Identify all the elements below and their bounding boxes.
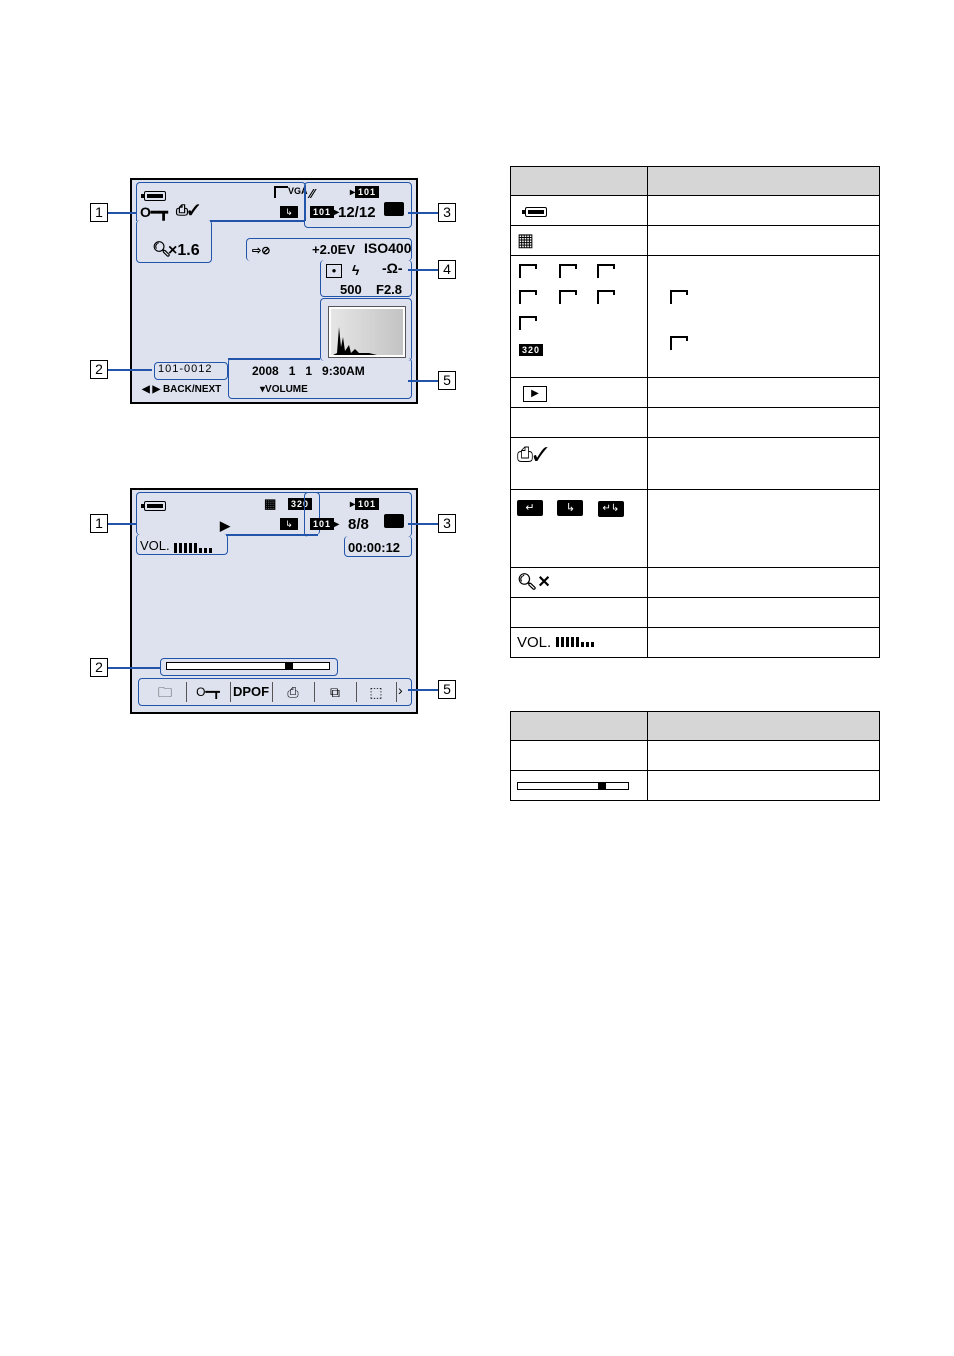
volume-label: VOLUME	[265, 384, 308, 395]
callout-2: 2	[90, 658, 108, 677]
playback-bar[interactable]	[166, 662, 330, 670]
callout-4: 4	[438, 260, 456, 279]
back-next-guide: ◀ ▶ BACK/NEXT	[142, 384, 222, 395]
menu-folder-icon[interactable]: 🗀	[144, 682, 187, 702]
play-folder-small-icon: ▸ 101	[350, 186, 379, 198]
callout-1: 1	[90, 514, 108, 533]
header-cell	[511, 167, 648, 196]
image-size-icon	[597, 290, 613, 304]
table-header-row	[511, 712, 880, 741]
menu-slideshow-icon[interactable]: ⧉	[314, 682, 357, 702]
cell	[648, 256, 880, 378]
callout-1-leader	[108, 523, 136, 525]
play-folder-icon: 101 ▸	[310, 206, 339, 218]
frame-counter: 8/8	[348, 516, 369, 533]
volume-label: VOL.	[140, 538, 170, 553]
aperture-value: F2.8	[376, 282, 403, 297]
playback-movie-screen	[130, 488, 418, 714]
play-folder-icon: 101 ▸	[310, 518, 339, 530]
folder-number: 101	[310, 518, 334, 530]
group-5-connector	[228, 358, 320, 360]
folder-change-next-icon: ↳	[557, 500, 583, 516]
cell	[511, 628, 648, 658]
table-header-row	[511, 167, 880, 196]
internal-memory-icon	[384, 514, 404, 528]
play-triangle-icon: ▶	[220, 518, 230, 533]
callout-5: 5	[438, 371, 456, 390]
icon-table-2	[510, 711, 880, 801]
internal-memory-icon	[384, 202, 404, 216]
header-cell	[648, 167, 880, 196]
movie-size-320: 320	[288, 498, 312, 510]
callout-3: 3	[438, 514, 456, 533]
cell	[511, 438, 648, 490]
image-size-icon	[597, 264, 613, 278]
callout-2-leader	[108, 667, 160, 669]
volume-bar	[556, 634, 596, 652]
group-1-outline	[136, 492, 320, 535]
volume-label: VOL.	[517, 634, 552, 652]
zoom-scale-icon: 🔍︎✕	[517, 574, 551, 591]
image-size-320: 320	[519, 344, 543, 356]
cell	[511, 256, 648, 378]
playback-bar-knob	[598, 782, 606, 790]
flash-icon: ϟ	[352, 262, 360, 278]
cell	[648, 741, 880, 771]
zoom-value: ×1.6	[168, 242, 200, 259]
movie-film-icon: ▦	[264, 496, 277, 511]
cell	[648, 408, 880, 438]
callout-5-leader	[408, 689, 438, 691]
menu-trimming-icon[interactable]: ⬚	[356, 682, 397, 702]
table-row	[511, 568, 880, 598]
cell	[511, 568, 648, 598]
table-row	[511, 226, 880, 256]
cell	[648, 771, 880, 801]
cell	[511, 378, 648, 408]
table-row	[511, 741, 880, 771]
table-row	[511, 628, 880, 658]
metering-spot-icon: ●	[326, 264, 342, 278]
cell	[511, 226, 648, 256]
callout-2-leader	[108, 369, 152, 371]
playback-icon: ▶	[523, 386, 547, 402]
callout-4-leader	[408, 269, 438, 271]
table-row	[511, 490, 880, 568]
header-cell	[511, 712, 648, 741]
cell	[511, 598, 648, 628]
print-order-icon: ⎙✓	[517, 444, 549, 466]
folder-icon-label: 101	[355, 498, 379, 510]
cell	[648, 196, 880, 226]
table-row	[511, 438, 880, 490]
image-size-icon	[670, 290, 686, 304]
print-order-icon: ⎙✓	[176, 202, 200, 219]
icon-table-1	[510, 166, 880, 658]
table-row	[511, 378, 880, 408]
movie-film-icon: ▦	[517, 230, 535, 250]
folder-change-icon: ↳	[280, 518, 298, 530]
image-size-icon	[519, 316, 535, 330]
callout-5: 5	[438, 680, 456, 699]
menu-next-arrow-icon[interactable]: ›	[398, 682, 403, 698]
cell	[648, 598, 880, 628]
playback-still-screen	[130, 178, 418, 404]
cell	[648, 226, 880, 256]
cell	[511, 408, 648, 438]
playback-time: 00:00:12	[348, 540, 401, 555]
cell	[648, 628, 880, 658]
image-size-icon	[519, 290, 535, 304]
group-1-outline	[136, 182, 306, 221]
file-number: 101-0012	[158, 363, 213, 375]
folder-change-back-icon: ↵	[517, 500, 543, 516]
folder-number: 101	[310, 206, 334, 218]
folder-change-icon: ↳	[280, 206, 298, 218]
callout-3-leader	[408, 523, 438, 525]
group-1-lower-outline	[136, 220, 212, 263]
menu-dpof[interactable]: DPOF	[230, 682, 273, 702]
protect-key-icon: O━┳	[140, 204, 168, 220]
protect-media-icon: ⁄⁄	[310, 186, 315, 201]
table-row	[511, 408, 880, 438]
menu-protect-icon[interactable]: O━┳	[186, 682, 231, 702]
image-size-icon	[559, 264, 575, 278]
callout-1-leader	[108, 212, 136, 214]
frame-counter: 12/12	[338, 204, 376, 221]
recorded-date-time: 2008 1 1 9:30AM	[252, 364, 365, 378]
vga-label: VGA	[288, 186, 308, 196]
group-1-lower-outline	[136, 534, 228, 555]
group-5-outline	[320, 298, 412, 361]
table-row	[511, 598, 880, 628]
battery-icon	[525, 207, 547, 217]
callout-3: 3	[438, 203, 456, 222]
menu-print-icon[interactable]: ⎙	[272, 682, 315, 702]
callout-2: 2	[90, 360, 108, 379]
table-row	[511, 196, 880, 226]
cell	[648, 378, 880, 408]
zoom-magnifier-icon: 🔍︎	[152, 241, 172, 258]
iso-value: ISO400	[364, 240, 412, 256]
header-cell	[648, 712, 880, 741]
cell	[648, 568, 880, 598]
cell	[511, 771, 648, 801]
image-size-icon	[519, 264, 535, 278]
white-balance-icon: -Ω-	[382, 260, 403, 276]
playback-menu-bar	[144, 682, 404, 702]
play-folder-small-icon: ▸ 101	[350, 498, 379, 510]
table-row	[511, 771, 880, 801]
callout-1: 1	[90, 203, 108, 222]
playback-bar	[517, 782, 629, 790]
callout-3-leader	[408, 212, 438, 214]
cell	[511, 741, 648, 771]
cell	[511, 196, 648, 226]
volume-guide: ▾VOLUME	[260, 384, 308, 395]
back-next-label: BACK/NEXT	[162, 384, 222, 395]
cell	[511, 490, 648, 568]
table-row	[511, 256, 880, 378]
cell	[648, 438, 880, 490]
folder-change-both-icon: ↵↳	[598, 501, 624, 517]
image-size-icon	[670, 336, 686, 350]
playback-bar-knob	[285, 662, 293, 670]
callout-5-leader	[408, 380, 438, 382]
cell	[648, 490, 880, 568]
image-size-icon	[559, 290, 575, 304]
folder-icon-label: 101	[355, 186, 379, 198]
shutter-speed: 500	[340, 282, 362, 297]
group-1-connector	[210, 220, 304, 222]
exposure-compensation: +2.0EV	[312, 242, 356, 257]
metering-mode-icon: ⇨⊘	[252, 245, 271, 257]
